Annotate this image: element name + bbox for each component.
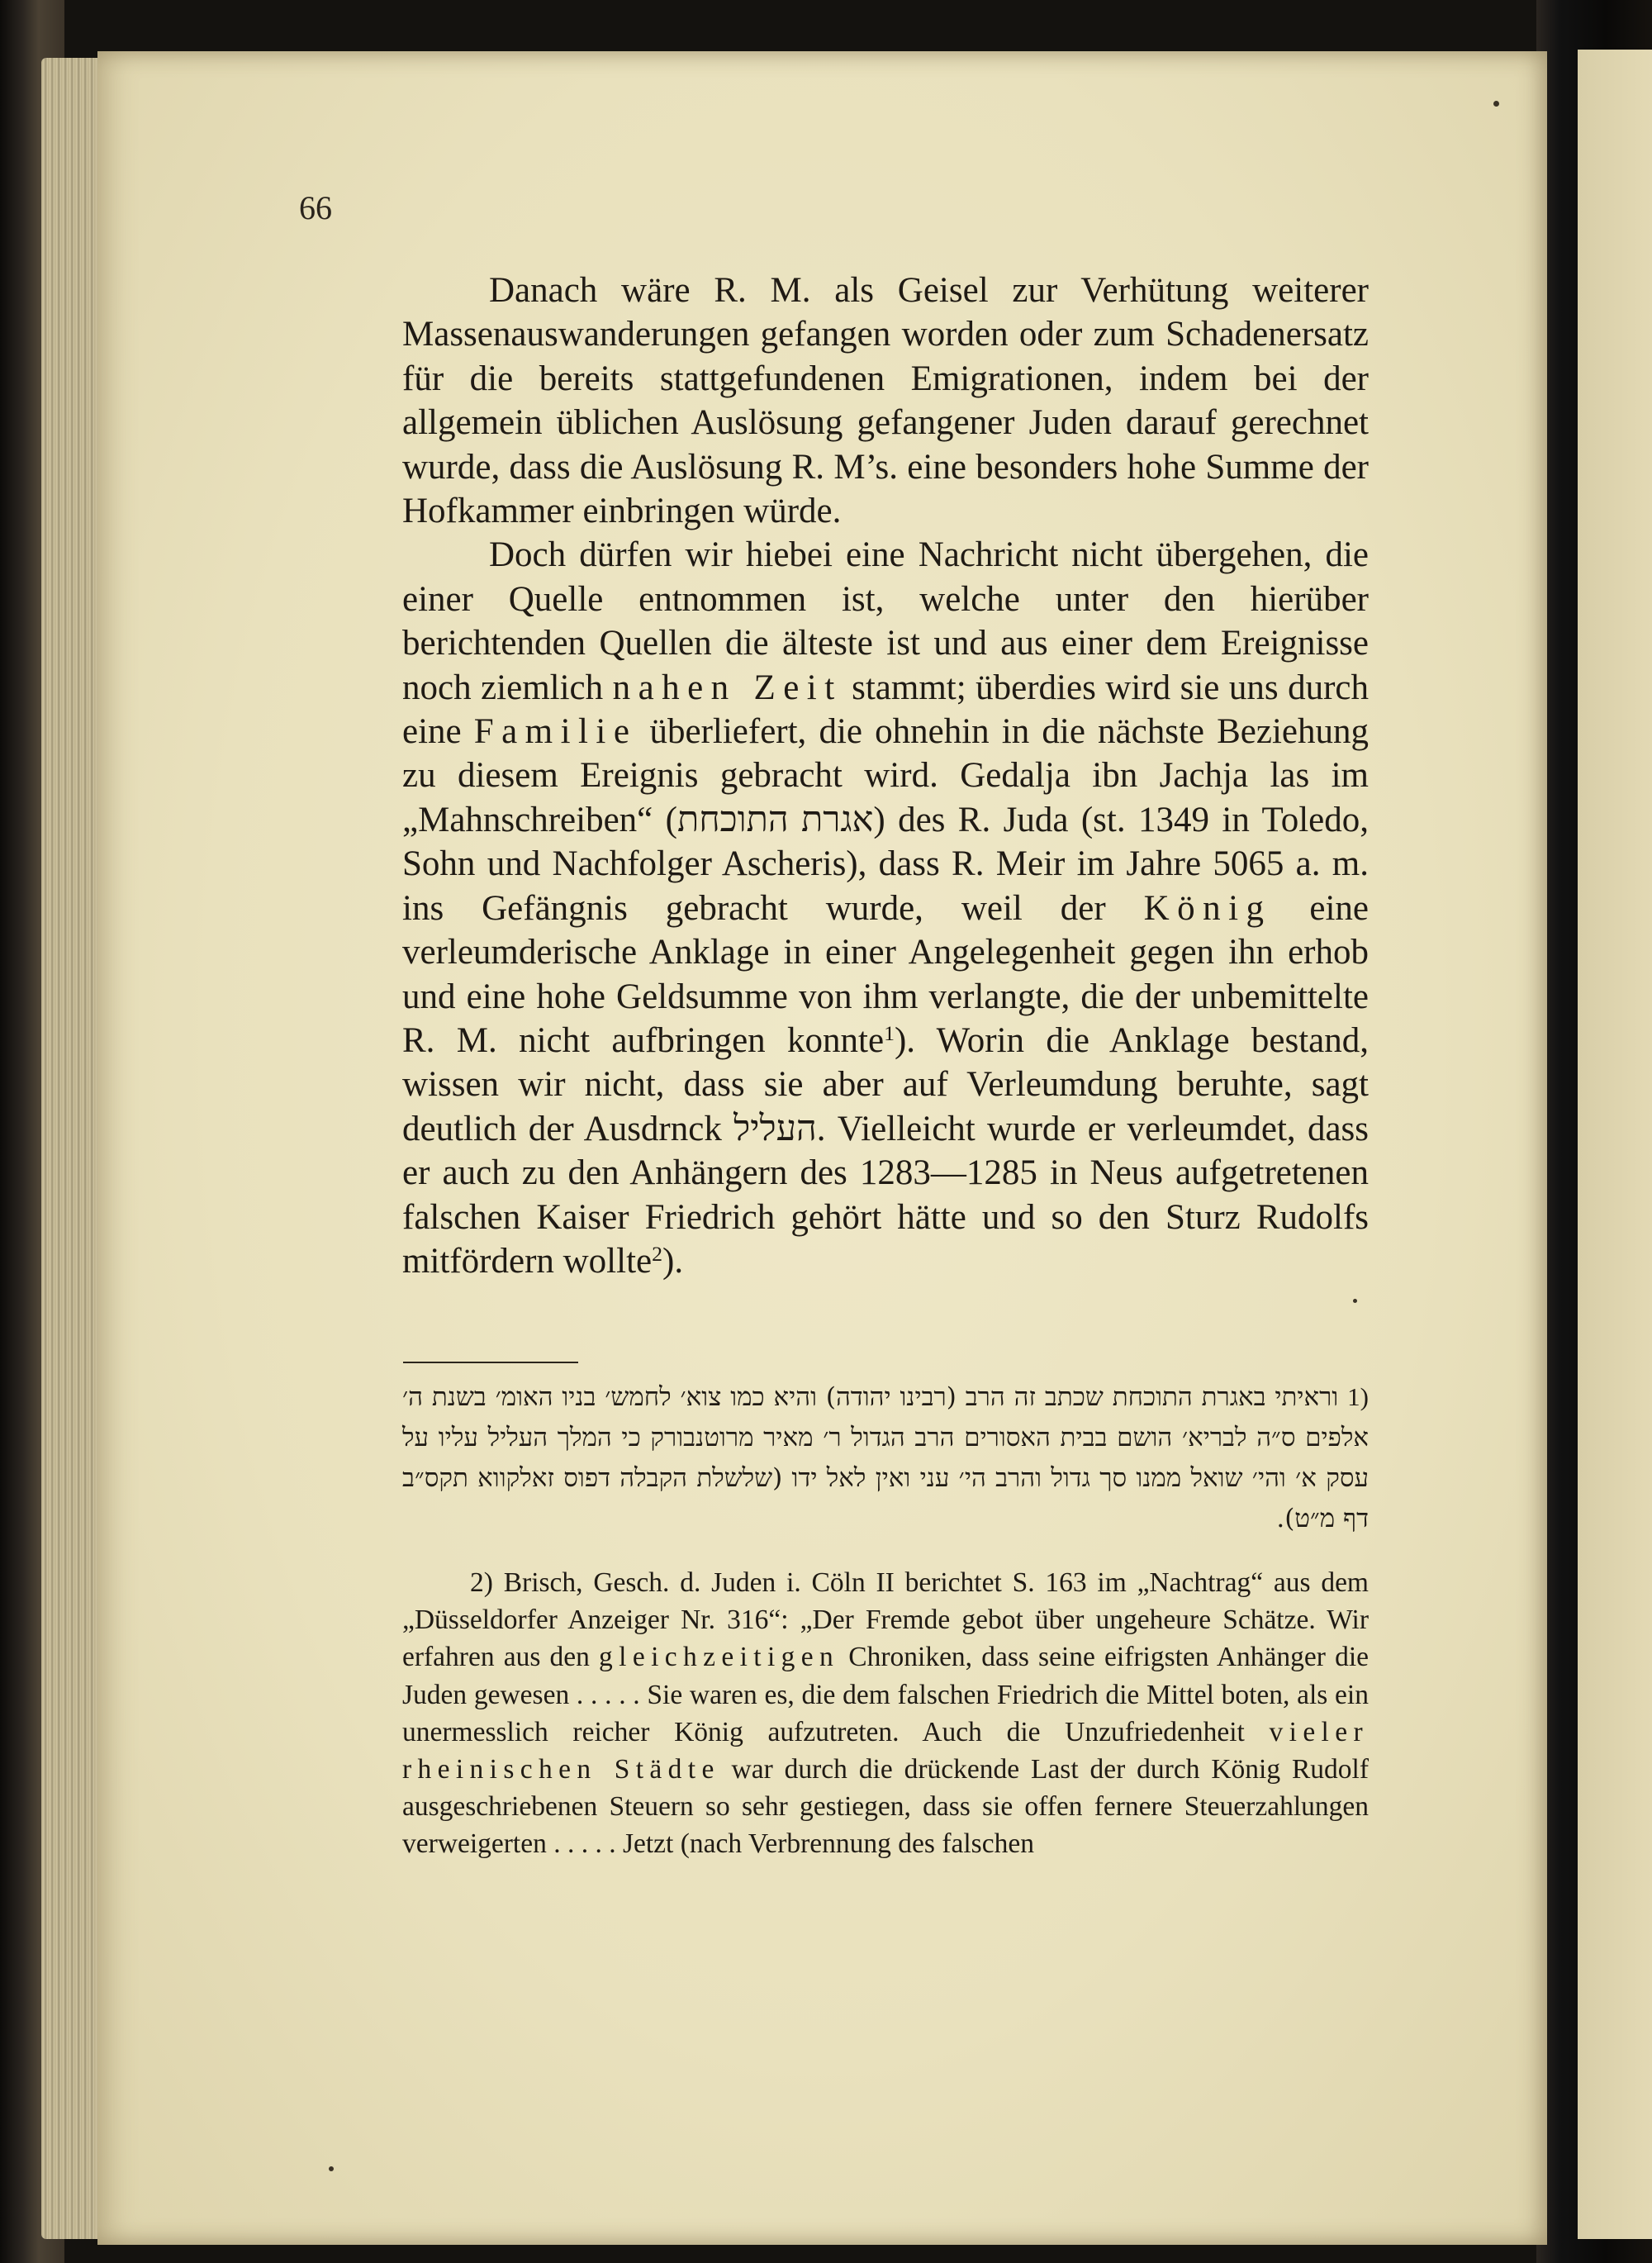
facing-page-sliver: [1578, 50, 1652, 2239]
text-run: . Vielleicht wurde er verleumdet, dass er auch zu den Anhängern des 1283—1285 in Neus aufgetretenen falschen Kaiser Friedrich gehört hätte und so den Sturz Rudolfs mitfördern wollte: [402, 1109, 1369, 1281]
paper-speck: [329, 2166, 334, 2171]
text-run: Chroniken, dass seine eifrigsten Anhänger die Juden gewesen . . . . . Sie waren es, die dem falschen Friedrich die Mittel boten, als ein unermesslich reicher König aufzutreten. Auch die Unzufriedenheit: [402, 1642, 1369, 1747]
text-run: ) des R. Juda (st. 1349 in Toledo, Sohn und Nachfolger Ascheris), dass R. Meir im Jahre 5065 a. m. ins Gefängnis gebracht wurde, weil der: [402, 800, 1369, 928]
emphasized-text: gleichzeitigen: [599, 1642, 840, 1673]
emphasized-text: Familie: [473, 712, 638, 752]
paragraph: [402, 533, 1369, 1283]
text-run: eine verleumderische Anklage in einer Angelegenheit gegen ihn erhob und eine hohe Geldsumme von ihm verlangte, die der unbemittelte R. M. nicht aufbringen konnte: [402, 888, 1369, 1060]
paper-speck: [1493, 101, 1499, 107]
hebrew-term: העליל: [733, 1109, 817, 1148]
main-text: [402, 269, 1369, 1283]
text-run: ).: [662, 1241, 684, 1281]
footnote-separator: [403, 1362, 578, 1363]
text-run: Doch dürfen wir hiebei eine Nachricht nicht übergehen, die einer Quelle entnommen ist, welche unter den hierüber berichtenden Quellen die älteste ist und aus einer dem Ereignisse noch ziemlich: [402, 535, 1369, 707]
footnote-1: [402, 1376, 1369, 1539]
footnote-marker: 1): [1347, 1382, 1369, 1411]
text-run: Brisch, Gesch. d. Juden i. Cöln II berichtet S. 163 im „Nachtrag“ aus dem „Düsseldorfer Anzeiger Nr. 316“: „Der Fremde gebot über ungeheure Schätze. Wir erfahren aus den: [402, 1567, 1369, 1673]
page-number: 66: [299, 189, 332, 226]
emphasized-text: vieler rheinischen Städte: [402, 1716, 1369, 1785]
emphasized-text: nahen Zeit: [612, 668, 843, 707]
emphasized-text: König: [1143, 888, 1272, 928]
text-run: ). Worin die Anklage bestand, wissen wir nicht, dass sie aber auf Verleumdung beruhte, sagt deutlich der Ausdrnck: [402, 1020, 1369, 1148]
page-stack-edge: [41, 58, 99, 2239]
footnote-reference: 2: [652, 1241, 663, 1266]
text-run: war durch die drückende Last der durch König Rudolf ausgeschriebenen Steuern so sehr gestiegen, dass sie offen fernere Steuerzahlungen verweigerten . . . . . Jetzt (nach Verbrennung des falschen: [402, 1754, 1369, 1860]
text-run: überliefert, die ohnehin in die nächste Beziehung zu diesem Ereignis gebracht wird. Gedalja ibn Jachja las im „Mahnschreiben“ (: [402, 712, 1369, 839]
paper-speck: [1353, 1299, 1357, 1303]
footnote-text: וראיתי באגרת התוכחת שכתב זה הרב (רבינו יהודה) והיא כמו צוא׳ לחמש׳ בניו האומ׳ בשנת ה׳ אלפים ס״ה לבריא׳ הושם בבית האסורים הרב הגדול ר׳ מאיר מרוטנבורק כי המלך העליל עליו על עסק א׳ והי׳ שואל ממנו סך גדול והרב הי׳ עני ואין לאל ידו (שלשלת הקבלה דפוס זאלקווא תקס״ב דף מ״ט).: [402, 1382, 1369, 1533]
hebrew-term: אגרת התוכחת: [676, 800, 874, 839]
paragraph: Danach wäre R. M. als Geisel zur Verhütung weiterer Massenauswanderungen gefangen worden oder zum Schadenersatz für die bereits stattgefundenen Emigrationen, indem bei der allgemein üblichen Auslösung gefangener Juden darauf gerechnet wurde, dass die Auslösung R. M’s. eine besonders hohe Summe der Hofkammer einbringen würde.: [402, 271, 1369, 531]
footnote-reference: 1: [884, 1020, 895, 1045]
text-run: stammt; überdies wird sie uns durch eine: [402, 668, 1369, 752]
footnote-marker: 2): [470, 1567, 493, 1598]
footnote-2: [402, 1564, 1369, 1863]
